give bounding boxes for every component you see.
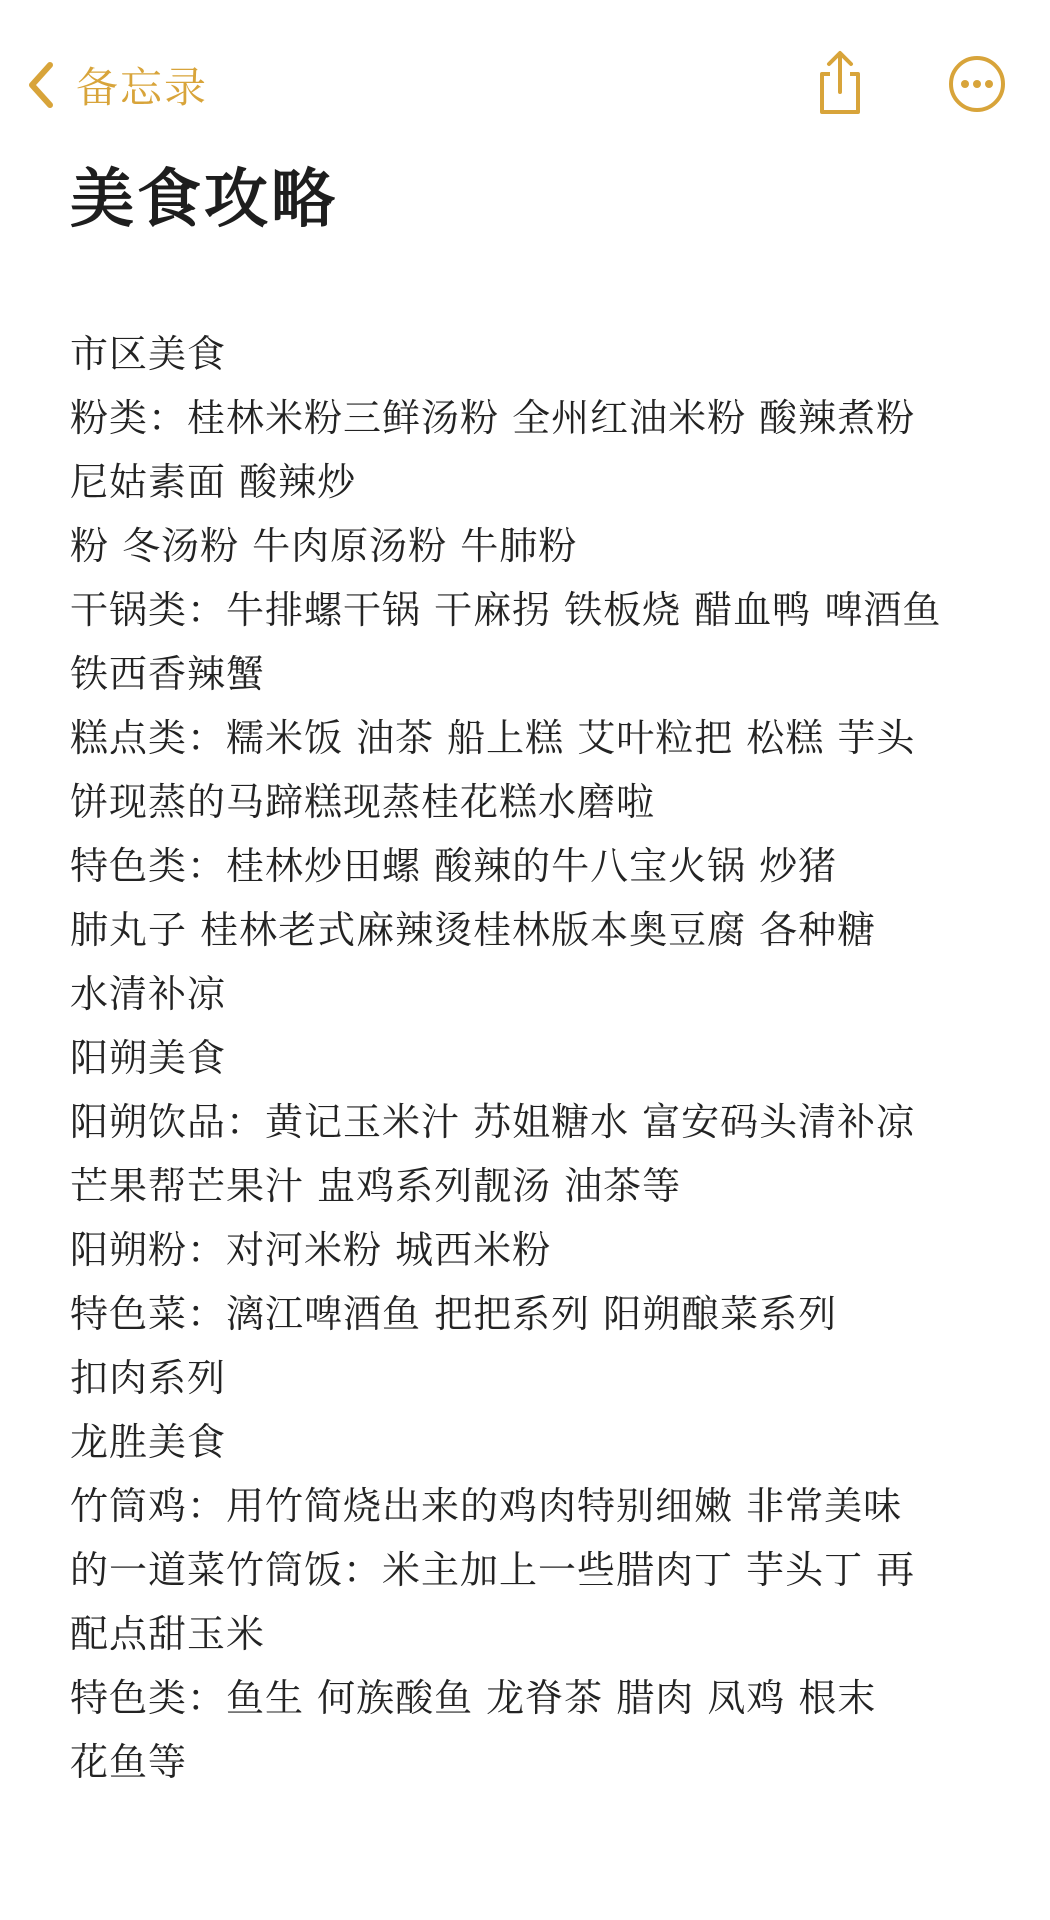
note-line: 铁西香辣蟹 <box>70 652 266 696</box>
share-button[interactable] <box>810 48 870 118</box>
note-line: 特色类：鱼生 何族酸鱼 龙脊茶 腊肉 凤鸡 根末 <box>70 1676 877 1720</box>
note-line: 竹筒鸡：用竹简烧出来的鸡肉特别细嫩 非常美味 <box>70 1484 903 1528</box>
note-body[interactable] <box>70 322 1010 1794</box>
note-line: 花鱼等 <box>70 1740 188 1784</box>
note-line: 肺丸子 桂林老式麻辣烫桂林版本奥豆腐 各种糖 <box>70 908 877 952</box>
share-icon <box>810 48 870 118</box>
note-line: 市区美食 <box>70 332 227 376</box>
note-line: 饼现蒸的马蹄糕现蒸桂花糕水磨啦 <box>70 780 656 824</box>
note-title: 美食攻略 <box>70 163 338 237</box>
note-line: 粉 冬汤粉 牛肉原汤粉 牛肺粉 <box>70 524 578 568</box>
more-options-button[interactable] <box>948 55 1006 113</box>
note-line: 尼姑素面 酸辣炒 <box>70 460 357 504</box>
note-line: 阳朔粉：对河米粉 城西米粉 <box>70 1228 552 1272</box>
chevron-left-icon <box>26 60 56 110</box>
back-button[interactable] <box>26 50 208 120</box>
note-line: 的一道菜竹筒饭：米主加上一些腊肉丁 芋头丁 再 <box>70 1548 916 1592</box>
note-line: 特色菜：漓江啤酒鱼 把把系列 阳朔酿菜系列 <box>70 1292 838 1336</box>
note-line: 阳朔饮品：黄记玉米汁 苏姐糖水 富安码头清补凉 <box>70 1100 916 1144</box>
note-line: 配点甜玉米 <box>70 1612 266 1656</box>
back-label: 备忘录 <box>76 63 209 112</box>
note-line: 糕点类：糯米饭 油茶 船上糕 艾叶粒把 松糕 芋头 <box>70 716 916 760</box>
note-line: 芒果帮芒果汁 盅鸡系列靓汤 油茶等 <box>70 1164 682 1208</box>
more-icon <box>948 55 1006 113</box>
note-line: 特色类：桂林炒田螺 酸辣的牛八宝火锅 炒猪 <box>70 844 838 888</box>
note-line: 扣肉系列 <box>70 1356 227 1400</box>
note-line: 阳朔美食 <box>70 1036 227 1080</box>
note-line: 龙胜美食 <box>70 1420 227 1464</box>
navigation-bar <box>0 0 1050 170</box>
note-line: 水清补凉 <box>70 972 227 1016</box>
note-line: 粉类：桂林米粉三鲜汤粉 全州红油米粉 酸辣煮粉 <box>70 396 916 440</box>
note-line: 干锅类：牛排螺干锅 干麻拐 铁板烧 醋血鸭 啤酒鱼 <box>70 588 942 632</box>
